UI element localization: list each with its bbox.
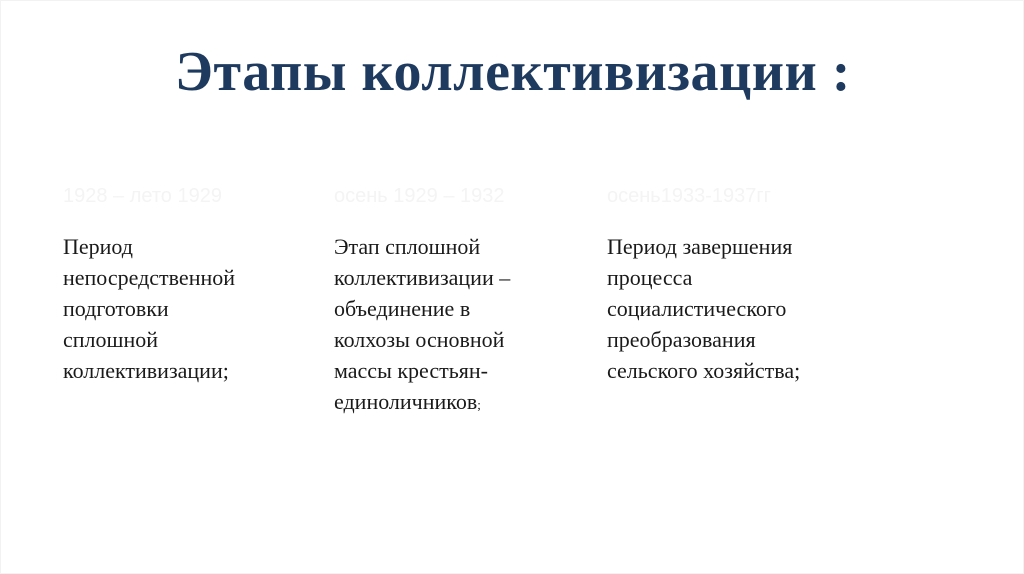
slide-title: Этапы коллективизации : [175, 41, 851, 103]
stage-description-1 [63, 231, 313, 386]
stage-column-2 [334, 181, 584, 420]
description-line: непосредственной [63, 265, 236, 290]
description-line: преобразования [607, 327, 756, 352]
description-line: колхозы основной [334, 327, 505, 352]
description-line: Период завершения [607, 234, 793, 259]
description-line: Период [63, 234, 133, 259]
description-line: сплошной [63, 327, 159, 352]
stage-period-1: 1928 – лето 1929 [63, 185, 222, 207]
stage-column-3 [607, 181, 857, 386]
description-line: объединение в [334, 296, 471, 321]
stage-column-1 [63, 181, 313, 386]
description-line: Этап сплошной [334, 234, 481, 259]
description-line-text: единоличников [334, 389, 478, 414]
description-line: коллективизации; [63, 358, 229, 383]
stage-description-2 [334, 231, 584, 420]
description-line [334, 386, 584, 420]
description-semicolon: ; [477, 397, 481, 412]
description-line: сельского хозяйства; [607, 358, 801, 383]
stage-period-3: осень1933-1937гг [607, 185, 771, 207]
description-line: коллективизации – [334, 265, 511, 290]
description-line: подготовки [63, 296, 169, 321]
description-line: социалистического [607, 296, 787, 321]
stage-period-2: осень 1929 – 1932 [334, 185, 505, 207]
stage-description-3 [607, 231, 857, 386]
description-line: процесса [607, 265, 693, 290]
description-line: массы крестьян- [334, 358, 488, 383]
